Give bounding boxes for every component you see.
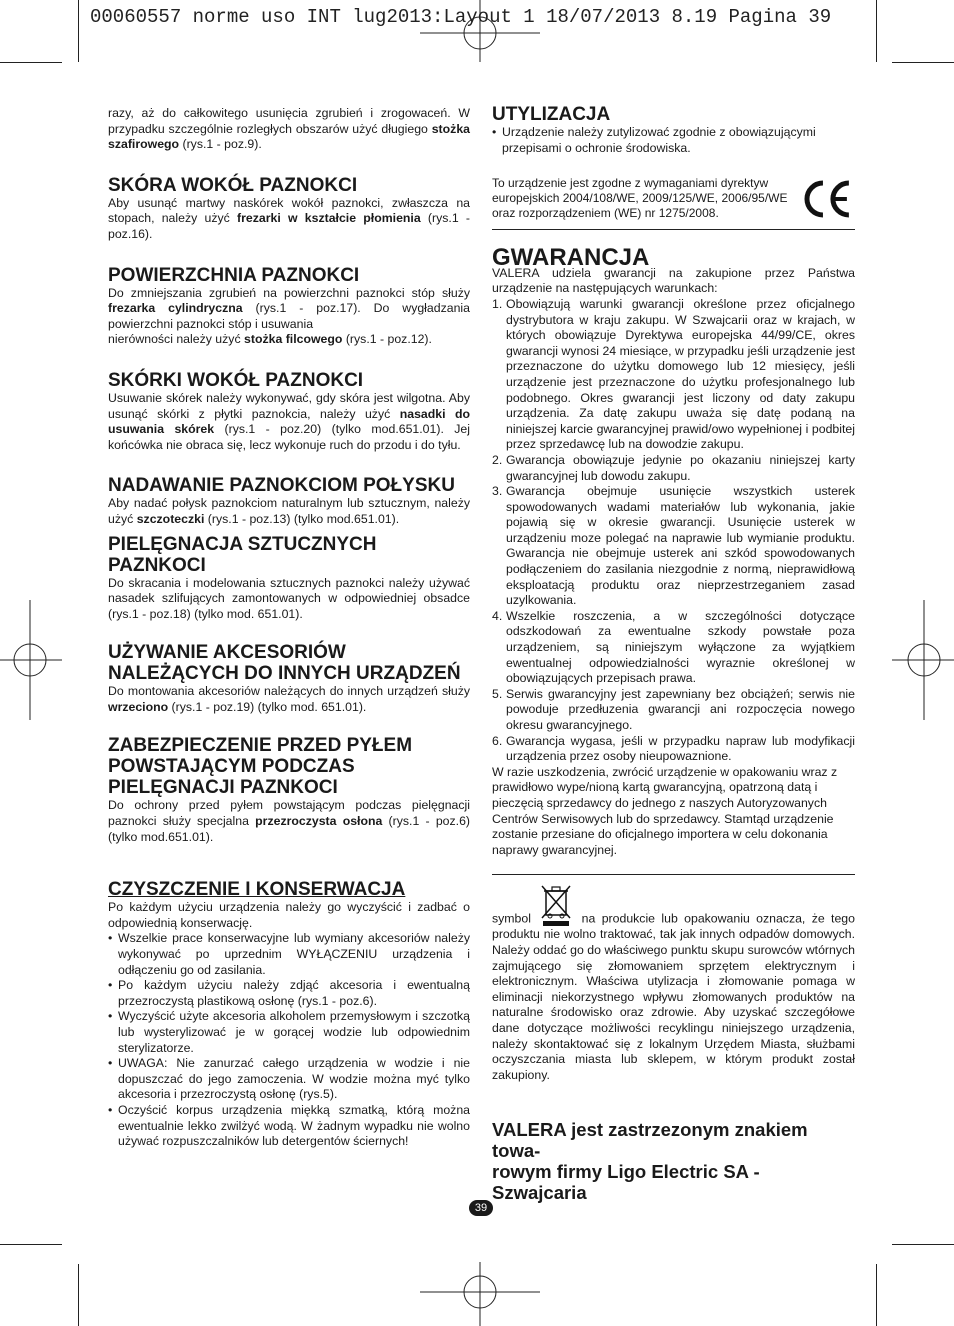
section-body: Po każdym użyciu urządzenia należy go wyczyścić i zadbać o odpowiednią konserwację.	[108, 900, 470, 930]
list-item: 2. Gwarancja obowiązuje jedynie po okazaniu niniejszej karty gwarancyjnej lub dowodu zakupu.	[492, 452, 855, 483]
list-item: 1. Obowiązują warunki gwarancji określone przez oficjalnego dystrybutora w kraju zakupu. W Szwajcarii oraz w krajach, w których obowiązuje Dyrektywa europejska 44/99/CE, okres gwarancji wynosi 24 miesiące, w przypadku jeśli urządzenie jest przeznaczone do użytku domowego lub 12 miesięcy, jeśli urządzenie jest przeznaczone do użytku profesjonalnego lub podobnego. Okres gwarancji jest liczony od daty zakupu urządzenia. Za datę zakupu uważa się datę podaną na niniejszej karcie gwarancyjnej prawid/owo wypełnionej i podbitej przez sprzedawcę lub na dowodzie zakupu.	[492, 296, 855, 452]
section-body: Do ochrony przed pyłem powstającym podczas pielęgnacji paznokci służy specjalna przezroczysta osłona (rys.1 - poz.6) (tylko mod.651.01).	[108, 798, 471, 844]
conformity-text: To urządzenie jest zgodne z wymaganiami dyrektyw europejskich 2004/108/WE, 2009/125/WE, 2006/95/WE oraz rozporządzeniem (WE) nr 1275/2008.	[492, 176, 788, 221]
registration-mark-left	[0, 600, 62, 720]
list-item: 3. Gwarancja obejmuje usunięcie wszystkich usterek spowodowanych wadami materiałów lub wykonania, jakie pojawią się w okresie gwarancji. Usunięcie usterek w urządzeniu moze polegać na naprawie lub wymianie produktu. Gwarancja nie obejmuje usterek ani szkód spowodowanych podłączeniem do zasilania niezgodnie z normą, nieprawidłową eksploatacją produktu oraz nieprzestrzeganiem zasad uzylkowania.	[492, 484, 855, 608]
section-title: UŻYWANIE AKCESORIÓW NALEŻĄCYCH DO INNYCH URZĄDZEŃ	[108, 642, 461, 685]
registration-mark-bottom	[420, 1262, 540, 1326]
section-title: UTYLIZACJA	[492, 104, 611, 125]
list-item: • Po każdym użyciu należy zdjąć akcesoria i ewentualną przezroczystą plastikową osłonę (rys.1 - poz.6).	[108, 978, 470, 1009]
section-title: NADAWANIE PAZNOKCIOM POŁYSKU	[108, 475, 455, 497]
ce-mark-icon	[801, 179, 855, 219]
crop-mark-bottom-left	[78, 1264, 79, 1326]
list-item: 6. Gwarancja wygasa, jeśli w przypadku napraw lub modyfikacji urządzenia przez osoby nieupowaznione.	[492, 733, 855, 764]
list-item: • Wszelkie prace konserwacyjne lub wymiany akcesoriów należy wykonywać po uprzednim WYŁĄCZENIU urządzenia i odłączeniu go od zasilania.	[108, 931, 470, 978]
warranty-list	[492, 297, 855, 765]
section-body: Usuwanie skórek należy wykonywać, gdy skóra jest wilgotna. Aby usunąć skórki z płytki paznokcia, należy użyć nasadki do usuwania skórek (rys.1 - poz.20) (tylko mod.651.01). Jej końcówka nie obraca się, lecz wykonuje ruch do przodu i do tyłu.	[108, 390, 470, 452]
page-number: 39	[469, 1200, 493, 1216]
list-item: • Oczyścić korpus urządzenia miękką szmatką, którą można ewentualnie lekko zwilżyć wodą. W żadnym wypadku nie wolno używać rozpuszczalników lub detergentów ściernych!	[108, 1103, 470, 1150]
section-title: CZYSZCZENIE I KONSERWACJA	[108, 879, 406, 901]
section-body: Do montowania akcesoriów należących do innych urządzeń służy wrzeciono (rys.1 - poz.19) (tylko mod. 651.01).	[108, 684, 470, 714]
list-item: 5. Serwis gwarancyjny jest zapewniany bez obciążeń; serwis nie powoduje przedłuzenia gwarancji ani rozpoczęcia nowego okresu gwarancyjnego.	[492, 686, 855, 732]
section-body: Do skracania i modelowania sztucznych paznokci należy używać nasadek szlifujących zamontowanych w odpowiedniej obsadce (rys.1 - poz.18) (tylko mod. 651.01).	[108, 575, 470, 621]
left-column	[108, 106, 470, 1150]
registration-mark-top	[420, 0, 540, 62]
right-column	[492, 104, 855, 1203]
list-item: 4. Wszelkie roszczenia, a w szczególności dotyczące odszkodowań za ewentualne szkody powstałe poza urządzeniem, są niniejszym wyłączone za wyjątkiem ewentualnej odpowiedzialności wyraznie określonej w obowiązujących przepisach prawa.	[492, 608, 855, 686]
weee-paragraph: symbol na produkcie lub opakowaniu oznacza, że tego produktu nie wolno traktować, tak jak innych odpadów domowych. Należy oddać go do właściwego punktu skupu surowców wtórnych zajmującego się złomowaniem sprzętem elektrycznym i elektronicznym. Właściwa utylizacja i złomowanie pomaga w eliminacji niekorzystnego wpływu złomowanych produktów na naturalne środowisko oraz zdrowie. Aby uzyskać szczegółowe dane dotyczące możliwości recyklingu niniejszego urządzenia, należy skontaktować się z lokalnym Urzędem Miasta, służbami oczyszczania miasta lub sklepem, w którym produkt został zakupiony.	[492, 883, 855, 1083]
section-title: SKÓRA WOKÓŁ PAZNOKCI	[108, 174, 358, 196]
section-title: ZABEZPIECZENIE PRZED PYŁEM POWSTAJĄCYM PODCZAS PIELĘGNACJI PAZNKOCI	[108, 735, 413, 799]
divider	[492, 874, 855, 875]
disposal-list	[492, 125, 855, 156]
cleaning-list	[108, 931, 470, 1149]
crop-mark-left-top	[0, 62, 62, 63]
list-item: • Wyczyścić użyte akcesoria alkoholem przemysłowym i szczotką lub wysterylizować je w gorącej wodzie lub odpowiednim sterylizatorze.	[108, 1009, 470, 1056]
crop-mark-top-right	[876, 0, 877, 62]
print-header: 00060557 norme uso INT lug2013:Layout 1 18/07/2013 8.19 Pagina 39	[90, 6, 832, 28]
crop-mark-left-bottom	[0, 1244, 62, 1245]
warranty-outro: W razie uszkodzenia, zwrócić urządzenie w opakowaniu wraz z prawidłowo wype/nioną kartą gwarancyjną, opatrzoną datą i pieczęcią sprzedawcy do jednego z naszych Autoryzowanych Centrów Serwisowych lub do sprzedawcy. Stamtąd urządzenie zostanie przesiane do oficjalnego importera w celu dokonania naprawy gwarancyjnej.	[492, 764, 838, 857]
section-body: Do zmniejszania zgrubień na powierzchni paznokci stóp służy frezarka cylindryczna (rys.1 - poz.17). Do wygładzania powierzchni paznokci stóp i usuwania nierówności należy użyć stożka filcowego (rys.1 - poz.12).	[108, 285, 470, 347]
section-title: PIELĘGNACJA SZTUCZNYCH PAZNKOCI	[108, 533, 377, 576]
conformity-block	[492, 176, 855, 221]
list-item: • Urządzenie należy zutylizować zgodnie z obowiązującymi przepisami o ochronie środowiska.	[492, 125, 855, 156]
intro-paragraph: razy, aż do całkowitego usunięcia zgrubień i zrogowaceń. W przypadku szczególnie rozległych obszarów użyć długiego stożka szafirowego (rys.1 - poz.9).	[108, 106, 470, 152]
divider	[492, 229, 855, 230]
section-body: Aby nadać połysk paznokciom naturalnym lub sztucznym, należy użyć szczoteczki (rys.1 - poz.13) (tylko mod.651.01).	[108, 496, 470, 526]
crop-mark-top-left	[78, 0, 79, 62]
registration-mark-right	[892, 600, 954, 720]
warranty-title: GWARANCJA	[492, 244, 650, 272]
section-title: SKÓRKI WOKÓŁ PAZNOKCI	[108, 369, 364, 391]
section-title: POWIERZCHNIA PAZNOKCI	[108, 264, 360, 286]
crop-mark-right-top	[892, 62, 954, 63]
trademark-note: VALERA jest zastrzezonym znakiem towa- rowym firmy Ligo Electric SA - Szwajcaria	[492, 1119, 808, 1204]
crop-mark-bottom-right	[876, 1264, 877, 1326]
list-item: • UWAGA: Nie zanurzać całego urządzenia w wodzie i nie dopuszczać do jego zamoczenia. W wodzie można myć tylko akcesoria i przezroczystą osłonę (rys.5).	[108, 1056, 470, 1103]
crossed-bin-icon	[539, 883, 573, 927]
warranty-intro: VALERA udziela gwarancji na zakupione przez Państwa urządzenie na następujących warunkach:	[492, 265, 855, 296]
crop-mark-right-bottom	[892, 1244, 954, 1245]
section-body: Aby usunąć martwy naskórek wokół paznokci, zwłaszcza na stopach, należy użyć frezarki w kształcie płomienia (rys.1 - poz.16).	[108, 195, 470, 241]
